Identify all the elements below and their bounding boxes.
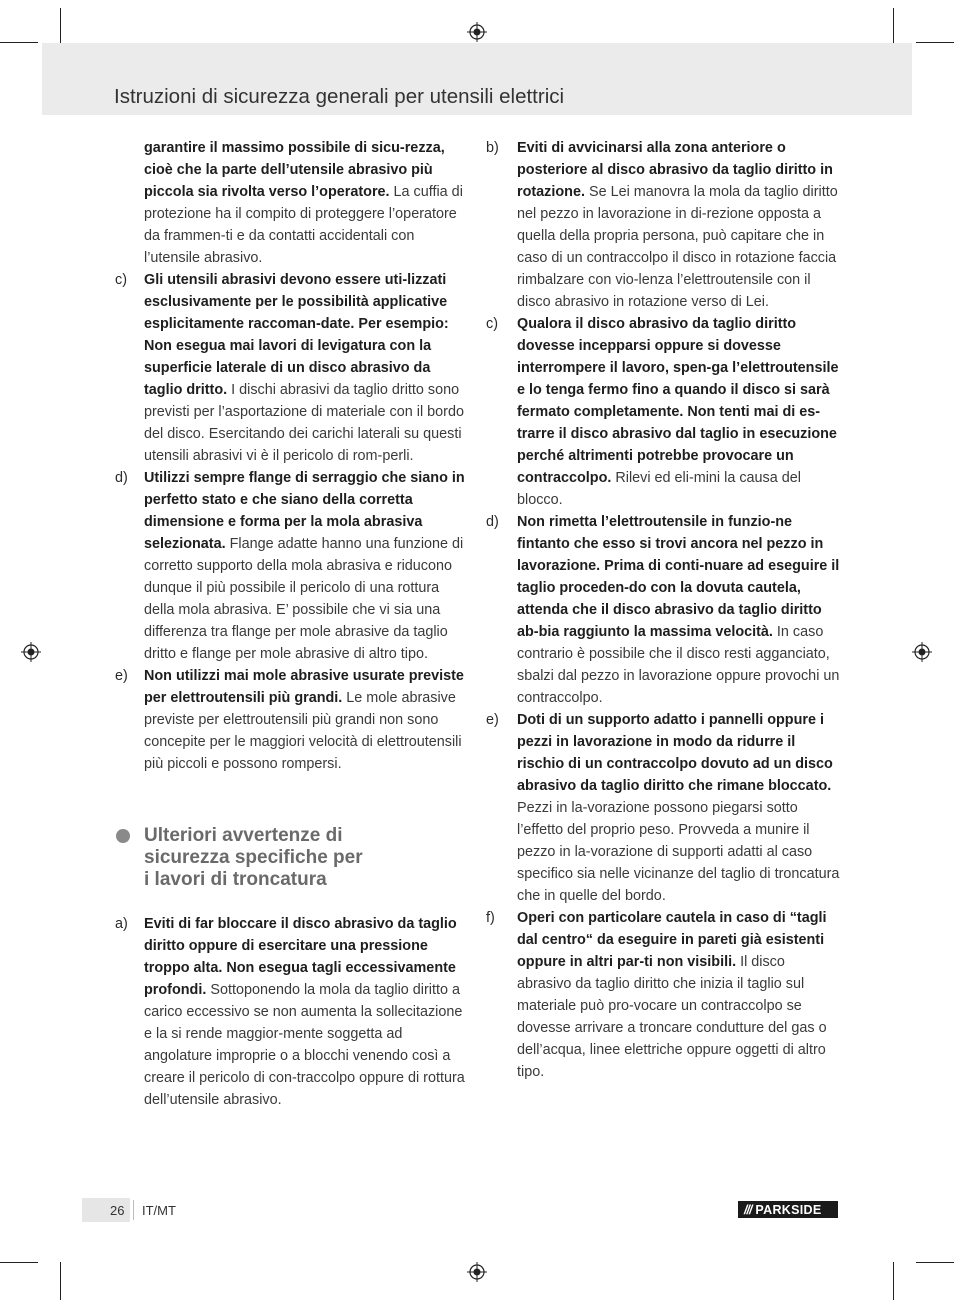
item-marker: b) (486, 140, 499, 156)
item-bold-text: Eviti di avvicinarsi alla zona anteriore o posteriore al disco abrasivo da taglio diritto in rotazione. (517, 140, 833, 200)
item-marker: c) (115, 272, 127, 288)
registration-mark-icon (21, 642, 41, 662)
list-item (486, 511, 842, 709)
item-bold-text: Non utilizzi mai mole abrasive usurate previste per elettroutensili più grandi. (144, 668, 464, 706)
footer-divider (133, 1200, 134, 1220)
left-column (100, 137, 470, 1111)
brand-logo-slashes: /// (744, 1202, 752, 1217)
registration-mark-icon (912, 642, 932, 662)
list-item (100, 137, 470, 269)
item-body-text: In caso contrario è possibile che il disco resti agganciato, sbalzi dal pezzo in lavorazione oppure provochi un contraccolpo. (517, 624, 840, 706)
item-body-text: Flange adatte hanno una funzione di corretto supporto della mola abrasiva e riducono dunque il più possibile il pericolo di una rottura della mola abrasiva. E’ possibile che vi sia una differenza tra flange per mole abrasive da taglio dritto e flange per mole abrasive di altro tipo. (144, 536, 464, 662)
item-marker: c) (486, 316, 498, 332)
brand-logo (738, 1201, 838, 1218)
crop-mark (0, 1262, 38, 1263)
crop-mark (893, 8, 894, 46)
bullet-dot-icon (116, 829, 130, 843)
item-body-text: Pezzi in la-vorazione possono piegarsi sotto l’effetto del proprio peso. Provveda a munire il pezzo in la-vorazione di supporti adatti al caso specifico sia nelle vicinanze del taglio di troncatura che in quelle del bordo. (517, 800, 840, 904)
list-item (100, 467, 470, 665)
list-item (100, 913, 470, 1111)
registration-mark-icon (467, 1262, 487, 1282)
page-number: 26 (110, 1203, 125, 1218)
item-marker: e) (486, 712, 499, 728)
page-title: Istruzioni di sicurezza generali per utensili elettrici (114, 85, 565, 108)
crop-mark (916, 42, 954, 43)
item-marker: e) (115, 668, 128, 684)
list-item (486, 709, 842, 907)
item-bold-text: Doti di un supporto adatto i pannelli oppure i pezzi in lavorazione in modo da ridurre il rischio di un contraccolpo dovuto ad un disco abrasivo da taglio diritto che rimane bloccato. (517, 712, 833, 794)
registration-mark-icon (467, 22, 487, 42)
item-bold-text: Eviti di far bloccare il disco abrasivo da taglio diritto oppure di esercitare una pressione troppo alta. Non esegua tagli eccessivamente profondi. (144, 916, 457, 998)
crop-mark (0, 42, 38, 43)
item-bold-text: Qualora il disco abrasivo da taglio diritto dovesse incepparsi oppure si dovesse interrompere il lavoro, spen-ga l’elettroutensile e lo tenga fermo fino a quando il disco si sarà fermato completamente. Non tenti mai di es-trarre il disco abrasivo dal taglio in esecuzione perché altrimenti potrebbe provocare un contraccolpo. (517, 316, 839, 486)
list-item (100, 269, 470, 467)
item-body-text: Se Lei manovra la mola da taglio diritto nel pezzo in lavorazione in di-rezione opposta a quella della propria persona, può capitare che in caso di un contraccolpo il disco in rotazione faccia rimbalzare con vio-lenza l’elettroutensile con il disco abrasivo in rotazione verso di Lei. (517, 184, 838, 310)
item-body-text: Il disco abrasivo da taglio diritto che inizia il taglio sul materiale può pro-vocare un contraccolpo se dovesse arrivare a troncare condutture del gas o dell’acqua, linee elettriche oppure oggetti di altro tipo. (517, 954, 827, 1080)
item-bold-text: Gli utensili abrasivi devono essere uti-lizzati esclusivamente per le possibilità applicative esplicitamente raccoman-date. Per esempio: Non esegua mai lavori di levigatura con la superficie laterale di un disco abrasivo da taglio dritto. (144, 272, 449, 398)
brand-logo-text: PARKSIDE (755, 1202, 822, 1217)
item-body-text: Le mole abrasive previste per elettroutensili più grandi non sono concepite per le maggiori velocità di elettroutensili più piccoli e possono rompersi. (144, 690, 462, 772)
item-marker: a) (115, 916, 128, 932)
section-heading (100, 825, 470, 891)
crop-mark (893, 1262, 894, 1300)
section-heading-line: Ulteriori avvertenze di (144, 825, 343, 846)
locale-label: IT/MT (142, 1203, 176, 1218)
item-marker: f) (486, 910, 495, 926)
item-body-text: Sottoponendo la mola da taglio diritto a carico eccessivo se non aumenta la sollecitazione e la si rende maggior-mente soggetta ad angolature improprie o a blocchi venendo così a creare il pericolo di con-traccolpo oppure di rottura dell’utensile abrasivo. (144, 982, 465, 1108)
right-column (486, 137, 842, 1083)
list-item (486, 137, 842, 313)
item-marker: d) (486, 514, 499, 530)
item-bold-text: Non rimetta l’elettroutensile in funzio-ne fintanto che esso si trovi ancora nel pezzo in lavorazione. Prima di conti-nuare ad eseguire il taglio proceden-do con la dovuta cautela, attenda che il disco abrasivo da taglio diritto ab-bia raggiunto la massima velocità. (517, 514, 840, 640)
crop-mark (916, 1262, 954, 1263)
item-body-text: La cuffia di protezione ha il compito di proteggere l’operatore da frammen-ti e da contatti accidentali con l’utensile abrasivo. (144, 184, 463, 266)
list-item (100, 665, 470, 775)
crop-mark (60, 1262, 61, 1300)
item-marker: d) (115, 470, 128, 486)
list-item (486, 907, 842, 1083)
section-heading-line: sicurezza specifiche per (144, 847, 363, 868)
section-heading-line: i lavori di troncatura (144, 869, 327, 890)
item-bold-text: Utilizzi sempre flange di serraggio che siano in perfetto stato e che siano della corretta dimensione e forma per la mola abrasiva selezionata. (144, 470, 465, 552)
item-bold-text: Operi con particolare cautela in caso di “tagli dal centro“ da eseguire in pareti già esistenti oppure in altri par-ti non visibili. (517, 910, 827, 970)
crop-mark (60, 8, 61, 46)
item-body-text: Rilevi ed eli-mini la causa del blocco. (517, 470, 801, 508)
list-item (486, 313, 842, 511)
item-bold-text: garantire il massimo possibile di sicu-rezza, cioè che la parte dell’utensile abrasivo più piccola sia rivolta verso l’operatore. (144, 140, 445, 200)
item-body-text: I dischi abrasivi da taglio dritto sono previsti per l’asportazione di materiale con il bordo del disco. Esercitando dei carichi laterali su questi utensili abrasivi vi è il pericolo di rom-perli. (144, 382, 464, 464)
